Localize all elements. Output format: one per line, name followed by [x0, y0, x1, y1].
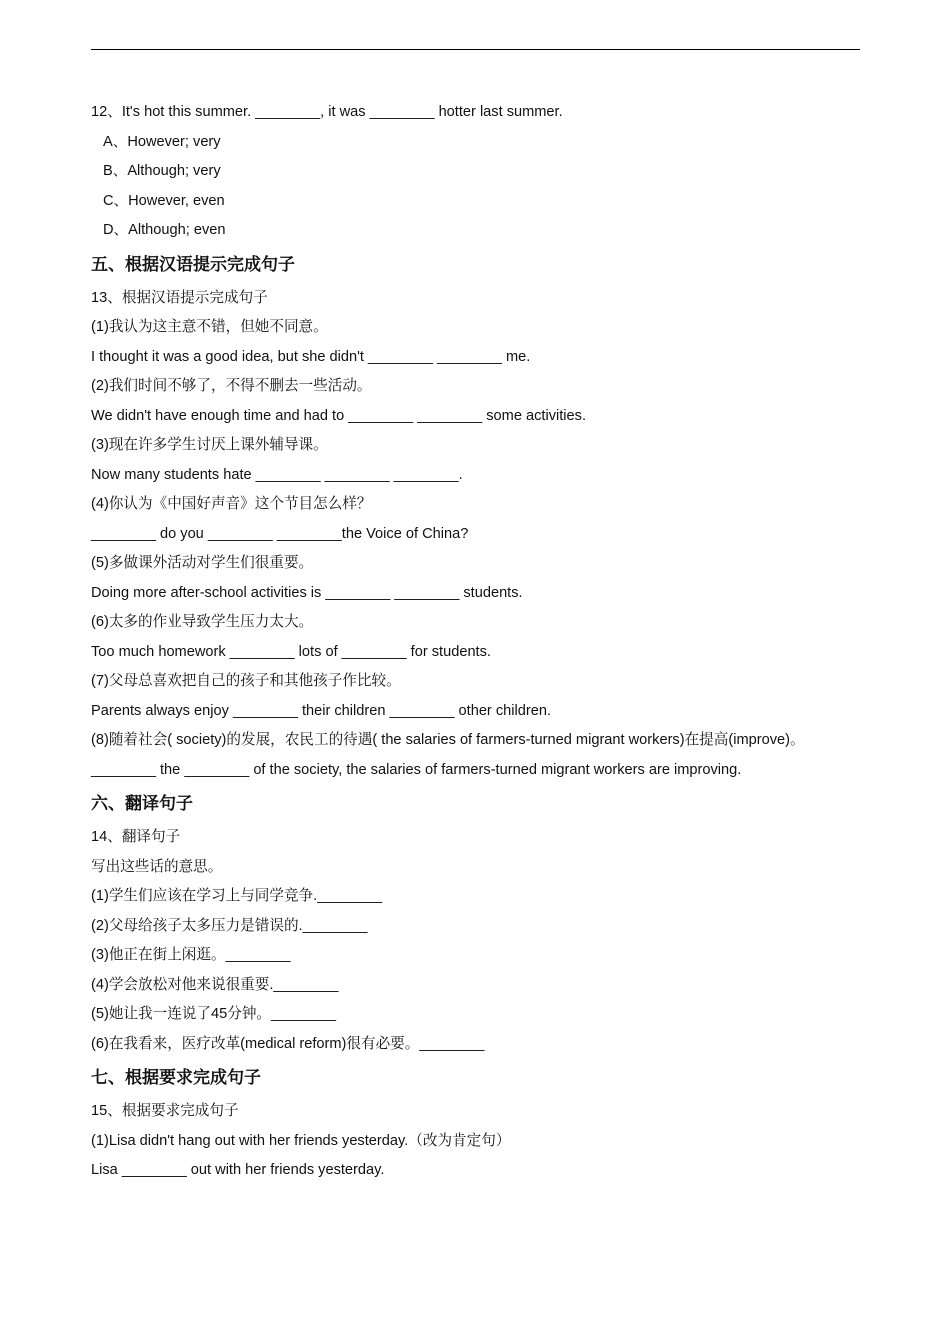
answer-line: Too much homework ________ lots of ________ for students.: [91, 643, 491, 660]
answer-line: Doing more after-school activities is ________ ________ students.: [91, 584, 523, 601]
answer-line: I thought it was a good idea, but she didn't ________ ________ me.: [91, 348, 531, 365]
header-rule: [91, 49, 860, 50]
question-title: 14、翻译句子: [91, 829, 181, 845]
translation-item: (3)他正在街上闲逛。________: [91, 947, 291, 963]
answer-line: ________ the ________ of the society, the salaries of farmers-turned migrant workers are improving.: [91, 761, 742, 778]
section-heading: 六、翻译句子: [91, 794, 193, 814]
question-15: [91, 1097, 860, 1186]
prompt-line: (6)太多的作业导致学生压力太大。: [91, 614, 314, 630]
question-12: [91, 98, 860, 246]
translation-item: (4)学会放松对他来说很重要.________: [91, 976, 339, 993]
prompt-line: (1)Lisa didn't hang out with her friends yesterday.（改为肯定句）: [91, 1132, 511, 1149]
option-b: B、Although; very: [103, 163, 221, 179]
translation-item: (6)在我看来，医疗改革(medical reform)很有必要。________: [91, 1035, 485, 1052]
prompt-line: (3)现在许多学生讨厌上课外辅导课。: [91, 437, 328, 453]
question-title: 13、根据汉语提示完成句子: [91, 289, 268, 306]
question-title: 15、根据要求完成句子: [91, 1103, 239, 1119]
prompt-line: (8)随着社会( society)的发展，农民工的待遇( the salaries of farmers-turned migrant workers)在提高(improve)。: [91, 732, 805, 748]
option-c: C、However, even: [103, 192, 225, 209]
translation-item: (5)她让我一连说了45分钟。________: [91, 1006, 336, 1022]
question-14: [91, 823, 860, 1059]
answer-line: Parents always enjoy ________ their children ________ other children.: [91, 702, 552, 719]
instruction-line: 写出这些话的意思。: [91, 858, 223, 875]
option-d: D、Although; even: [103, 222, 226, 238]
translation-item: (2)父母给孩子太多压力是错误的.________: [91, 917, 368, 934]
translation-item: (1)学生们应该在学习上与同学竞争.________: [91, 888, 383, 904]
prompt-line: (1)我认为这主意不错，但她不同意。: [91, 319, 328, 335]
answer-line: ________ do you ________ ________the Voice of China?: [91, 525, 469, 542]
prompt-line: (4)你认为《中国好声音》这个节目怎么样？: [91, 496, 372, 512]
question-stem: 12、It's hot this summer. ________, it was ________ hotter last summer.: [91, 104, 563, 120]
document-body: [91, 98, 860, 1186]
prompt-line: (2)我们时间不够了，不得不删去一些活动。: [91, 378, 372, 394]
answer-line: Lisa ________ out with her friends yesterday.: [91, 1162, 385, 1178]
question-13: [91, 284, 860, 786]
prompt-line: (7)父母总喜欢把自己的孩子和其他孩子作比较。: [91, 673, 401, 689]
option-a: A、However; very: [103, 133, 221, 150]
prompt-line: (5)多做课外活动对学生们很重要。: [91, 555, 314, 571]
answer-line: We didn't have enough time and had to ________ ________ some activities.: [91, 407, 587, 424]
section-heading: 五、根据汉语提示完成句子: [91, 254, 295, 275]
answer-line: Now many students hate ________ ________ ________.: [91, 466, 463, 483]
section-heading: 七、根据要求完成句子: [91, 1068, 261, 1088]
